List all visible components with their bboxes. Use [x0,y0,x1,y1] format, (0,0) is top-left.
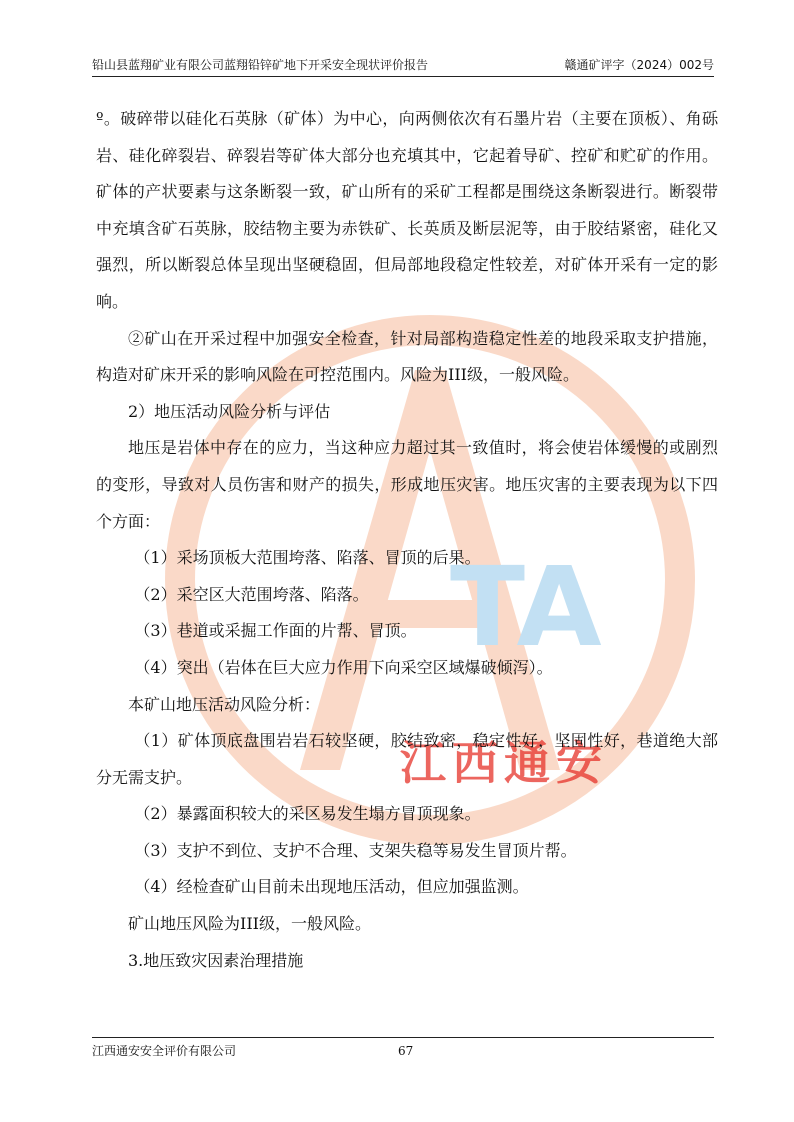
list-item: （3）支护不到位、支护不合理、支架失稳等易发生冒顶片帮。 [134,840,577,860]
list-item: （1）矿体顶底盘围岩岩石较坚硬，胶结致密，稳定性好，坚固性好，巷道绝大部分无需支护。 [96,731,718,787]
watermark-text: 江西通安 [400,736,608,790]
paragraph-structure-risk: ②矿山在开采过程中加强安全检查，针对局部构造稳定性差的地段采取支护措施，构造对矿床开采的影响风险在可控范围内。风险为III级，一般风险。 [96,328,718,385]
section-heading: 2）地压活动风险分析与评估 [128,401,331,421]
list-item: （1）采场顶板大范围垮落、陷落、冒顶的后果。 [134,548,481,568]
page-footer [92,1037,714,1058]
document-number: 赣通矿评字（2024）002号 [564,58,714,72]
page-header [92,50,714,77]
list-item: （4）经检查矿山目前未出现地压活动，但应加强监测。 [134,877,529,897]
paragraph-fracture-zone: º。破碎带以硅化石英脉（矿体）为中心，向两侧依次有石墨片岩（主要在顶板）、角砾岩、硅化碎裂岩、碎裂岩等矿体大部分也充填其中，它起着导矿、控矿和贮矿的作用。矿体的产状要素与这条断裂一致，矿山所有的采矿工程都是围绕这条断裂进行。断裂带中充填含矿石英脉，胶结物主要为赤铁矿、长英质及断层泥等，由于胶结紧密，硅化又强烈，所以断裂总体呈现出坚硬稳固，但局部地段稳定性较差，对矿体开采有一定的影响。 [96,109,718,311]
body-text [96,101,718,979]
company-name: 江西通安安全评价有限公司 [92,1044,237,1058]
list-item: （4）突出（岩体在巨大应力作用下向采空区域爆破倾泻）。 [134,657,553,677]
section-heading: 3.地压致灾因素治理措施 [128,950,304,970]
svg-text:TA: TA [450,543,602,671]
page-number: 67 [398,1044,414,1058]
list-item: （3）巷道或采掘工作面的片帮、冒顶。 [134,621,417,641]
report-title: 铅山县蓝翔矿业有限公司蓝翔铅锌矿地下开采安全现状评价报告 [92,58,429,72]
risk-conclusion: 矿山地压风险为III级，一般风险。 [128,914,371,934]
list-item: （2）暴露面积较大的采区易发生塌方冒顶现象。 [134,804,481,824]
list-item: （2）采空区大范围垮落、陷落。 [134,584,369,604]
analysis-heading: 本矿山地压活动风险分析： [128,694,321,714]
paragraph-ground-pressure: 地压是岩体中存在的应力，当这种应力超过其一致值时，将会使岩体缓慢的或剧烈的变形，导致对人员伤害和财产的损失，形成地压灾害。地压灾害的主要表现为以下四个方面： [96,438,718,531]
